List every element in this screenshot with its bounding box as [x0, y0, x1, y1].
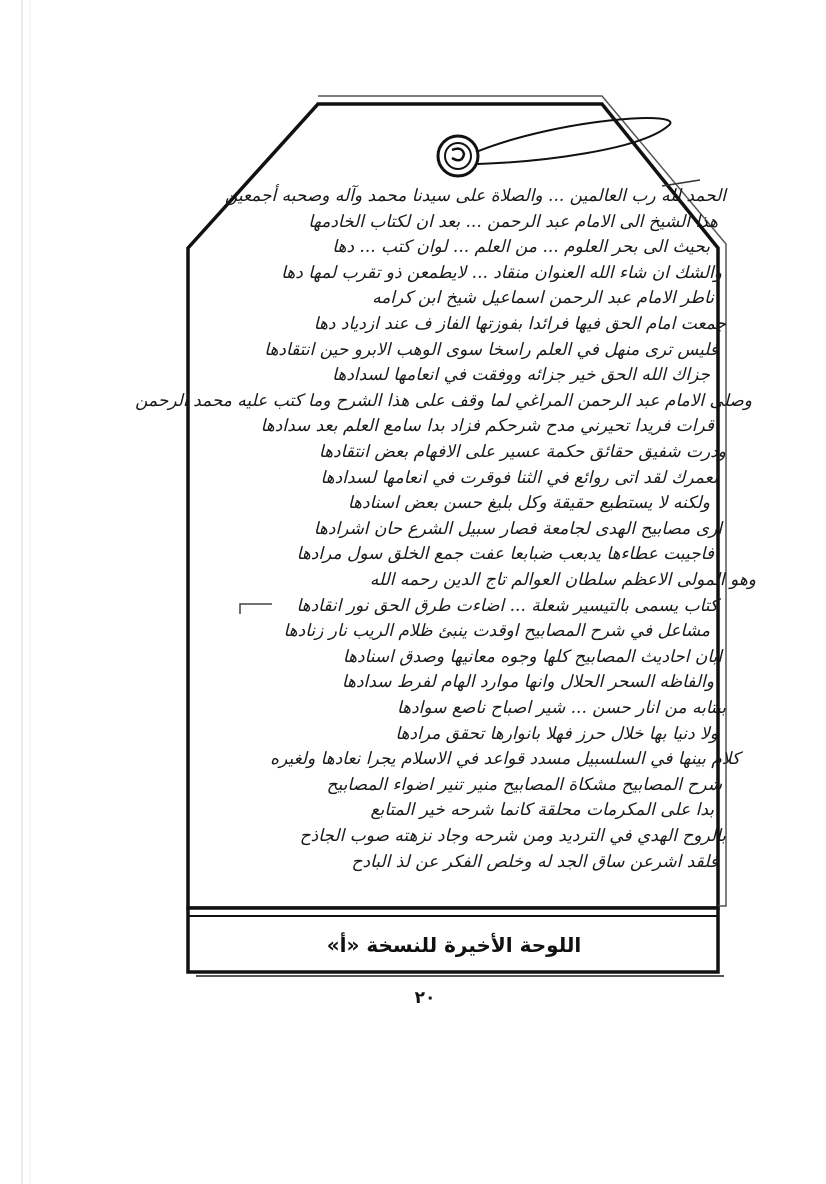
manuscript-line: فاجيبت عطاءها يدبعب ضبابعا عفت جمع الخلق سول مرادها	[296, 544, 714, 565]
page-number: ٢٠	[414, 988, 436, 1008]
manuscript-line: الحمد لله رب العالمين ... والصلاة على سيدنا محمد وآله وصحبه أجمعين	[224, 186, 726, 206]
manuscript-line: ولا دنيا بها خلال حرز فهلا بانوارها تحقق مرادها	[395, 723, 718, 744]
manuscript-line: بحيث الى بحر العلوم ... من العلم ... لوان كتب ... دها	[332, 237, 710, 258]
manuscript-line: كلام بينها في السلسبيل مسدد قواعد في الاسلام يجرا نعادها ولغيره	[270, 749, 740, 770]
manuscript-line: ارى مصابيح الهدى لجامعة فصار سبيل الشرع حان اشرادها	[313, 518, 722, 539]
manuscript-line: شرح المصابيح مشكاة المصابيح منير تنير اضواء المصابيح	[326, 774, 722, 795]
manuscript-line: فليس ترى منهل في العلم راسخا سوى الوهب الابرو حين انتقادها	[264, 339, 718, 360]
manuscript-line: بدا على المكرمات محلقة كانما شرحه خير المتابع	[370, 800, 714, 821]
manuscript-line: مشاعل في شرح المصابيح اوقدت ينبئ ظلام الريب نار زنادها	[283, 621, 710, 642]
manuscript-line: ابان احاديث المصابيح كلها وجوه معانيها وصدق اسنادها	[342, 646, 722, 667]
manuscript-line: ولكنه لا يستطيع حقيقة وكل بليغ حسن بعض اسنادها	[347, 493, 710, 514]
manuscript-line: والفاظه السحر الحلال وانها موارد الهام لفرط سدادها	[341, 672, 714, 693]
manuscript-line: جزاك الله الحق خير جزائه ووفقت في انعامها لسدادها	[332, 365, 710, 386]
tag-hole-inner	[445, 143, 471, 169]
page-caption: اللوحة الأخيرة للنسخة «أ»	[326, 933, 582, 957]
manuscript-line: ناطر الامام عبد الرحمن اسماعيل شيخ ابن كرامه	[372, 288, 714, 309]
manuscript-line: وهو المولى الاعظم سلطان العوالم تاج الدين رحمه الله	[369, 570, 756, 590]
manuscript-line: وصلى الامام عبد الرحمن المراغي لما وقف على هذا الشرح وما كتب عليه محمد الرحمن	[135, 390, 752, 411]
manuscript-line: هذا الشيخ الى الامام عبد الرحمن ... بعد ان لكتاب الخادمها	[308, 211, 718, 232]
manuscript-line: قرات فريدا تحيرني مدح شرحكم فزاد بدا سامع العلم بعد سدادها	[260, 416, 714, 437]
manuscript-line: كتاب يسمى بالتيسير شعلة ... اضاءت طرق الحق نور انقادها	[296, 595, 718, 616]
manuscript-line: بيتابه من انار حسن ... شير اصباح ناصع سوادها	[396, 698, 726, 718]
manuscript-line: فلقد اشرعن ساق الجد له وخلص الفكر عن لذ البادح	[351, 851, 718, 872]
manuscript-line: لعمرك لقد اتى روائع في الثنا فوقرت في انعامها لسدادها	[320, 467, 718, 488]
manuscript-line: ودرت شفيق حقائق حكمة عسير على الافهام بعض انتقادها	[318, 442, 726, 462]
manuscript-line: جمعت امام الحق فيها فرائدا بفوزتها الفاز ف عند ازدياد دها	[313, 314, 726, 334]
manuscript-line: بالروح الهدي في الترديد ومن شرحه وجاد نزهته صوب الجاذح	[299, 826, 726, 846]
manuscript-line: والشك ان شاء الله العنوان منقاد ... لايطمعن ذو تقرب لمها دها	[281, 262, 722, 283]
